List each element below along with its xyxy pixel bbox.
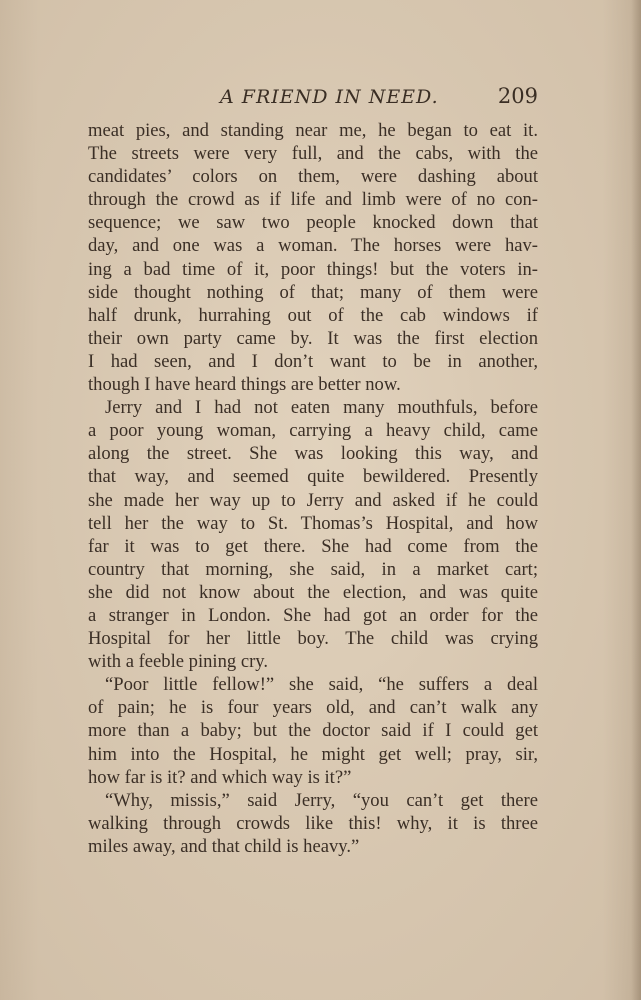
text-line: along the street. She was looking this way, and [88, 443, 538, 465]
text-line: Jerry and I had not eaten many mouthfuls, before [105, 397, 538, 419]
text-line: him into the Hospital, he might get well; pray, sir, [88, 743, 538, 765]
text-line: that way, and seemed quite bewildered. Presently [88, 466, 538, 488]
text-line: ing a bad time of it, poor things! but the voters in- [88, 258, 538, 280]
body-text [88, 119, 538, 858]
text-line: Hospital for her little boy. The child was crying [88, 628, 538, 650]
text-line: with a feeble pining cry. [88, 651, 269, 673]
text-line: “Why, missis,” said Jerry, “you can’t get there [105, 789, 538, 811]
text-line: miles away, and that child is heavy.” [88, 835, 360, 857]
text-line: “Poor little fellow!” she said, “he suffers a deal [105, 674, 538, 696]
page-number: 209 [497, 84, 538, 108]
text-line: tell her the way to St. Thomas’s Hospital, and how [88, 512, 538, 534]
text-line: a stranger in London. She had got an order for the [88, 604, 538, 626]
text-line: candidates’ colors on them, were dashing about [88, 166, 538, 188]
text-line: she did not know about the election, and was quite [88, 581, 538, 603]
text-line: walking through crowds like this! why, it is three [88, 812, 538, 834]
text-line: day, and one was a woman. The horses were hav- [88, 235, 538, 257]
text-line: half drunk, hurrahing out of the cab windows if [88, 304, 538, 326]
text-line: through the crowd as if life and limb were of no con- [88, 189, 538, 211]
page-edge-shadow [631, 0, 641, 1000]
text-line: she made her way up to Jerry and asked if he could [88, 489, 538, 511]
text-line: of pain; he is four years old, and can’t walk any [88, 697, 538, 719]
running-title: A FRIEND IN NEED. [220, 86, 439, 108]
text-line: side thought nothing of that; many of them were [88, 281, 538, 303]
text-line: though I have heard things are better now. [88, 374, 401, 396]
text-line: a poor young woman, carrying a heavy child, came [88, 420, 538, 442]
text-line: country that morning, she said, in a market cart; [88, 558, 538, 580]
text-line: how far is it? and which way is it?” [88, 766, 352, 788]
text-line: The streets were very full, and the cabs, with the [88, 143, 538, 165]
text-line: sequence; we saw two people knocked down that [88, 212, 538, 234]
text-line: far it was to get there. She had come from the [88, 535, 538, 557]
text-line: more than a baby; but the doctor said if I could get [88, 720, 538, 742]
text-line: their own party came by. It was the first election [88, 327, 538, 349]
text-line: meat pies, and standing near me, he began to eat it. [88, 120, 538, 141]
text-line: I had seen, and I don’t want to be in another, [88, 350, 538, 372]
running-head [88, 84, 540, 114]
